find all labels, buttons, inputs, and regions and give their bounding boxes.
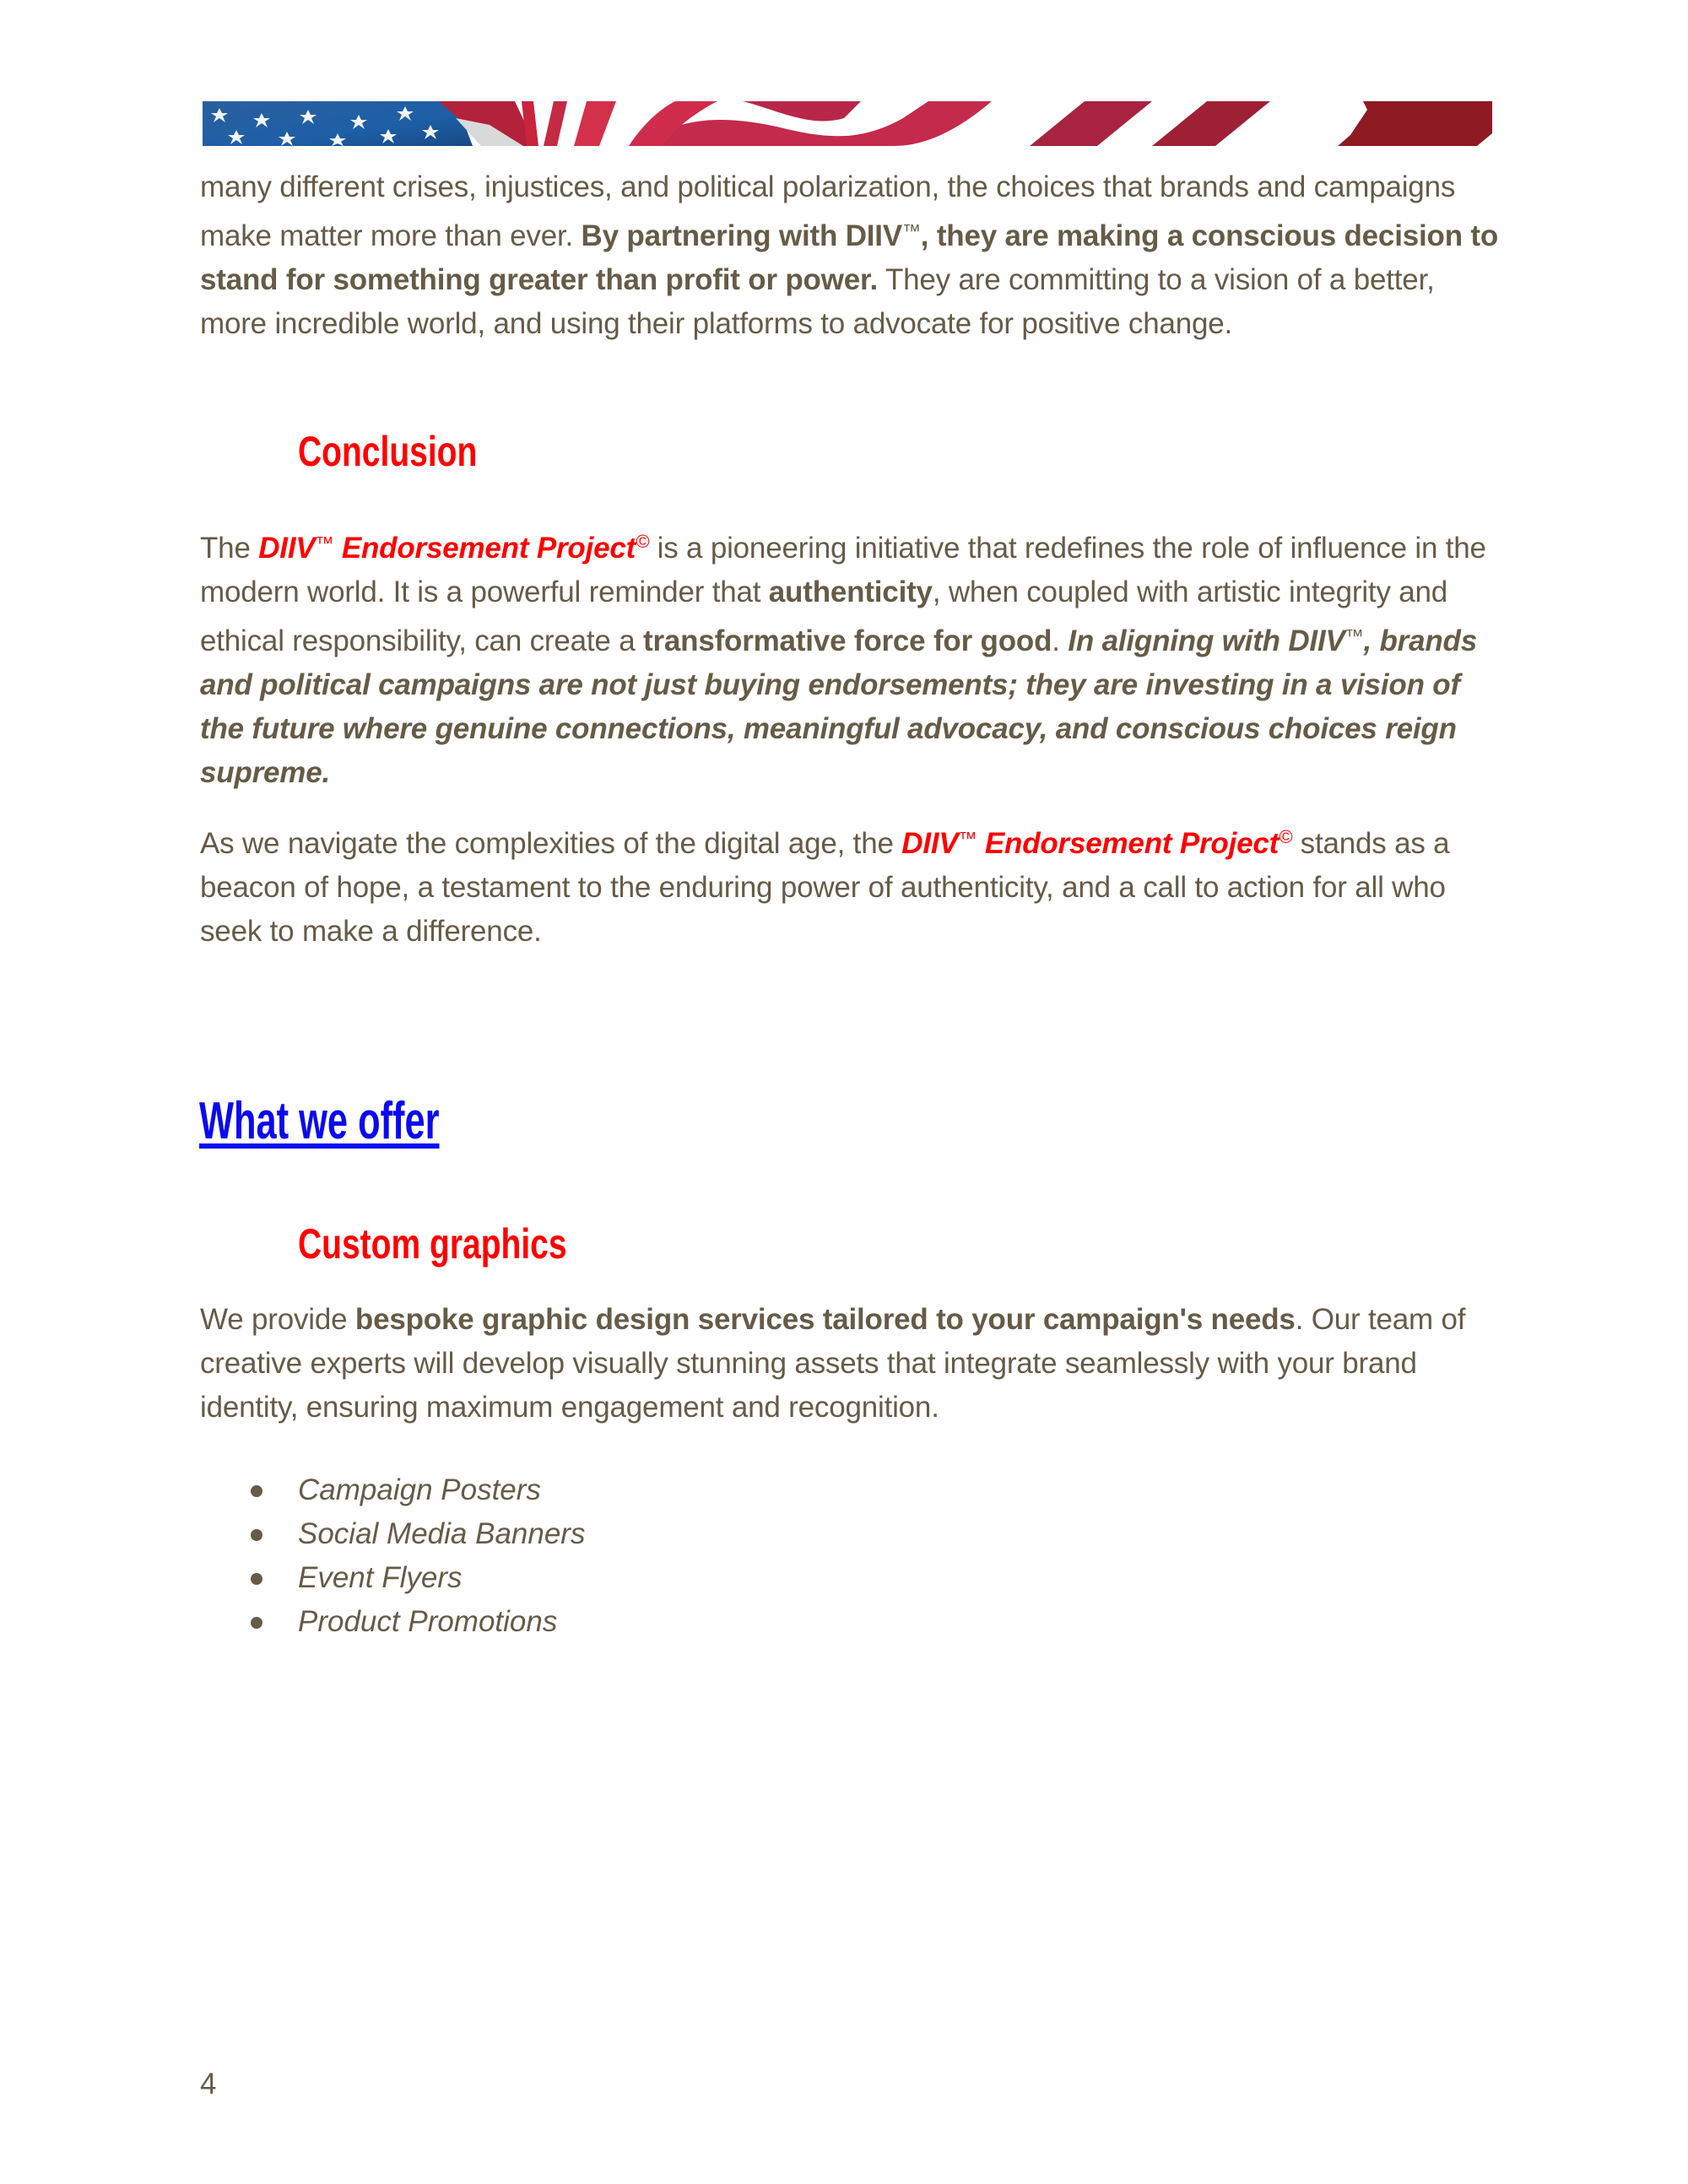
custom-graphics-paragraph <box>200 1298 1500 1430</box>
conclusion-paragraph-2 <box>200 815 1500 954</box>
conclusion-heading: Conclusion <box>298 428 478 475</box>
text: We provide <box>200 1303 355 1336</box>
trademark-symbol: ™ <box>1344 625 1364 646</box>
bullet-icon <box>251 1529 262 1541</box>
american-flag-banner-icon <box>203 101 1492 146</box>
page-number: 4 <box>200 2068 217 2100</box>
text: , when coupled with artistic integrity and ethical responsibility, can create a <box>200 576 1448 657</box>
bullet-icon <box>251 1485 262 1497</box>
intro-bold-part: By partnering with DIIV <box>581 219 902 252</box>
bullet-icon <box>251 1617 262 1629</box>
conclusion-paragraph-1 <box>200 520 1500 795</box>
bold-transformative-force: transformative force for good <box>643 624 1052 657</box>
text: The <box>200 532 259 565</box>
bold-services-text: bespoke graphic design services tailored to your campaign's needs <box>354 1303 1296 1336</box>
brand-diiv: DIIV <box>901 827 959 860</box>
bold-authenticity: authenticity <box>768 576 933 608</box>
statement-part: In aligning with DIIV <box>1068 624 1345 657</box>
statement-part: , brands and political campaigns are not just buying endorsements; they are investing in a vision of the future where genuine connections, meaningful advocacy, and conscious choices reign supreme. <box>200 624 1477 789</box>
trademark-symbol: ™ <box>315 532 334 554</box>
text: . Our team of creative experts will develop visually stunning assets that integrate seamlessly with your brand identity, ensuring maximum engagement and recognition. <box>200 1303 1466 1424</box>
intro-text: campaigns make matter more than ever. <box>200 170 1456 252</box>
list-item-label: Product Promotions <box>298 1605 558 1638</box>
trademark-symbol: ™ <box>958 828 977 849</box>
text: stands as a beacon of hope, a testament to the enduring power of authenticity, and a call to action for all who seek to make a difference. <box>200 827 1450 948</box>
text: is a pioneering initiative that redefines the role of influence in the modern world. It is a powerful reminder that <box>200 532 1486 608</box>
brand-project: Endorsement Project <box>333 532 636 565</box>
brand-project: Endorsement Project <box>977 827 1280 860</box>
intro-text: They are committing to a vision of a better, more incredible world, and using their platforms to advocate for positive change. <box>200 263 1435 340</box>
list-item-label: Social Media Banners <box>298 1517 586 1550</box>
brand-diiv: DIIV <box>258 532 316 565</box>
copyright-symbol: © <box>636 531 650 552</box>
custom-graphics-heading: Custom graphics <box>298 1220 567 1268</box>
intro-paragraph <box>200 165 1500 346</box>
text: As we navigate the complexities of the digital age, the <box>200 827 902 860</box>
what-we-offer-heading-link[interactable]: What we offer <box>199 1092 440 1150</box>
list-item-label: Campaign Posters <box>298 1473 541 1506</box>
intro-bold-part: , they are making a conscious decision to stand for something greater than profit or power. <box>200 219 1499 296</box>
trademark-symbol: ™ <box>901 220 921 241</box>
brand-name <box>258 532 649 565</box>
flag-graphic <box>203 101 1492 146</box>
copyright-symbol: © <box>1279 826 1293 847</box>
bullet-icon <box>251 1573 262 1585</box>
intro-text: many different crises, injustices, and political polarization, the choices that brands and <box>200 170 1307 203</box>
list-item-label: Event Flyers <box>298 1561 463 1594</box>
text: . <box>1052 624 1069 657</box>
brand-name <box>901 827 1292 860</box>
